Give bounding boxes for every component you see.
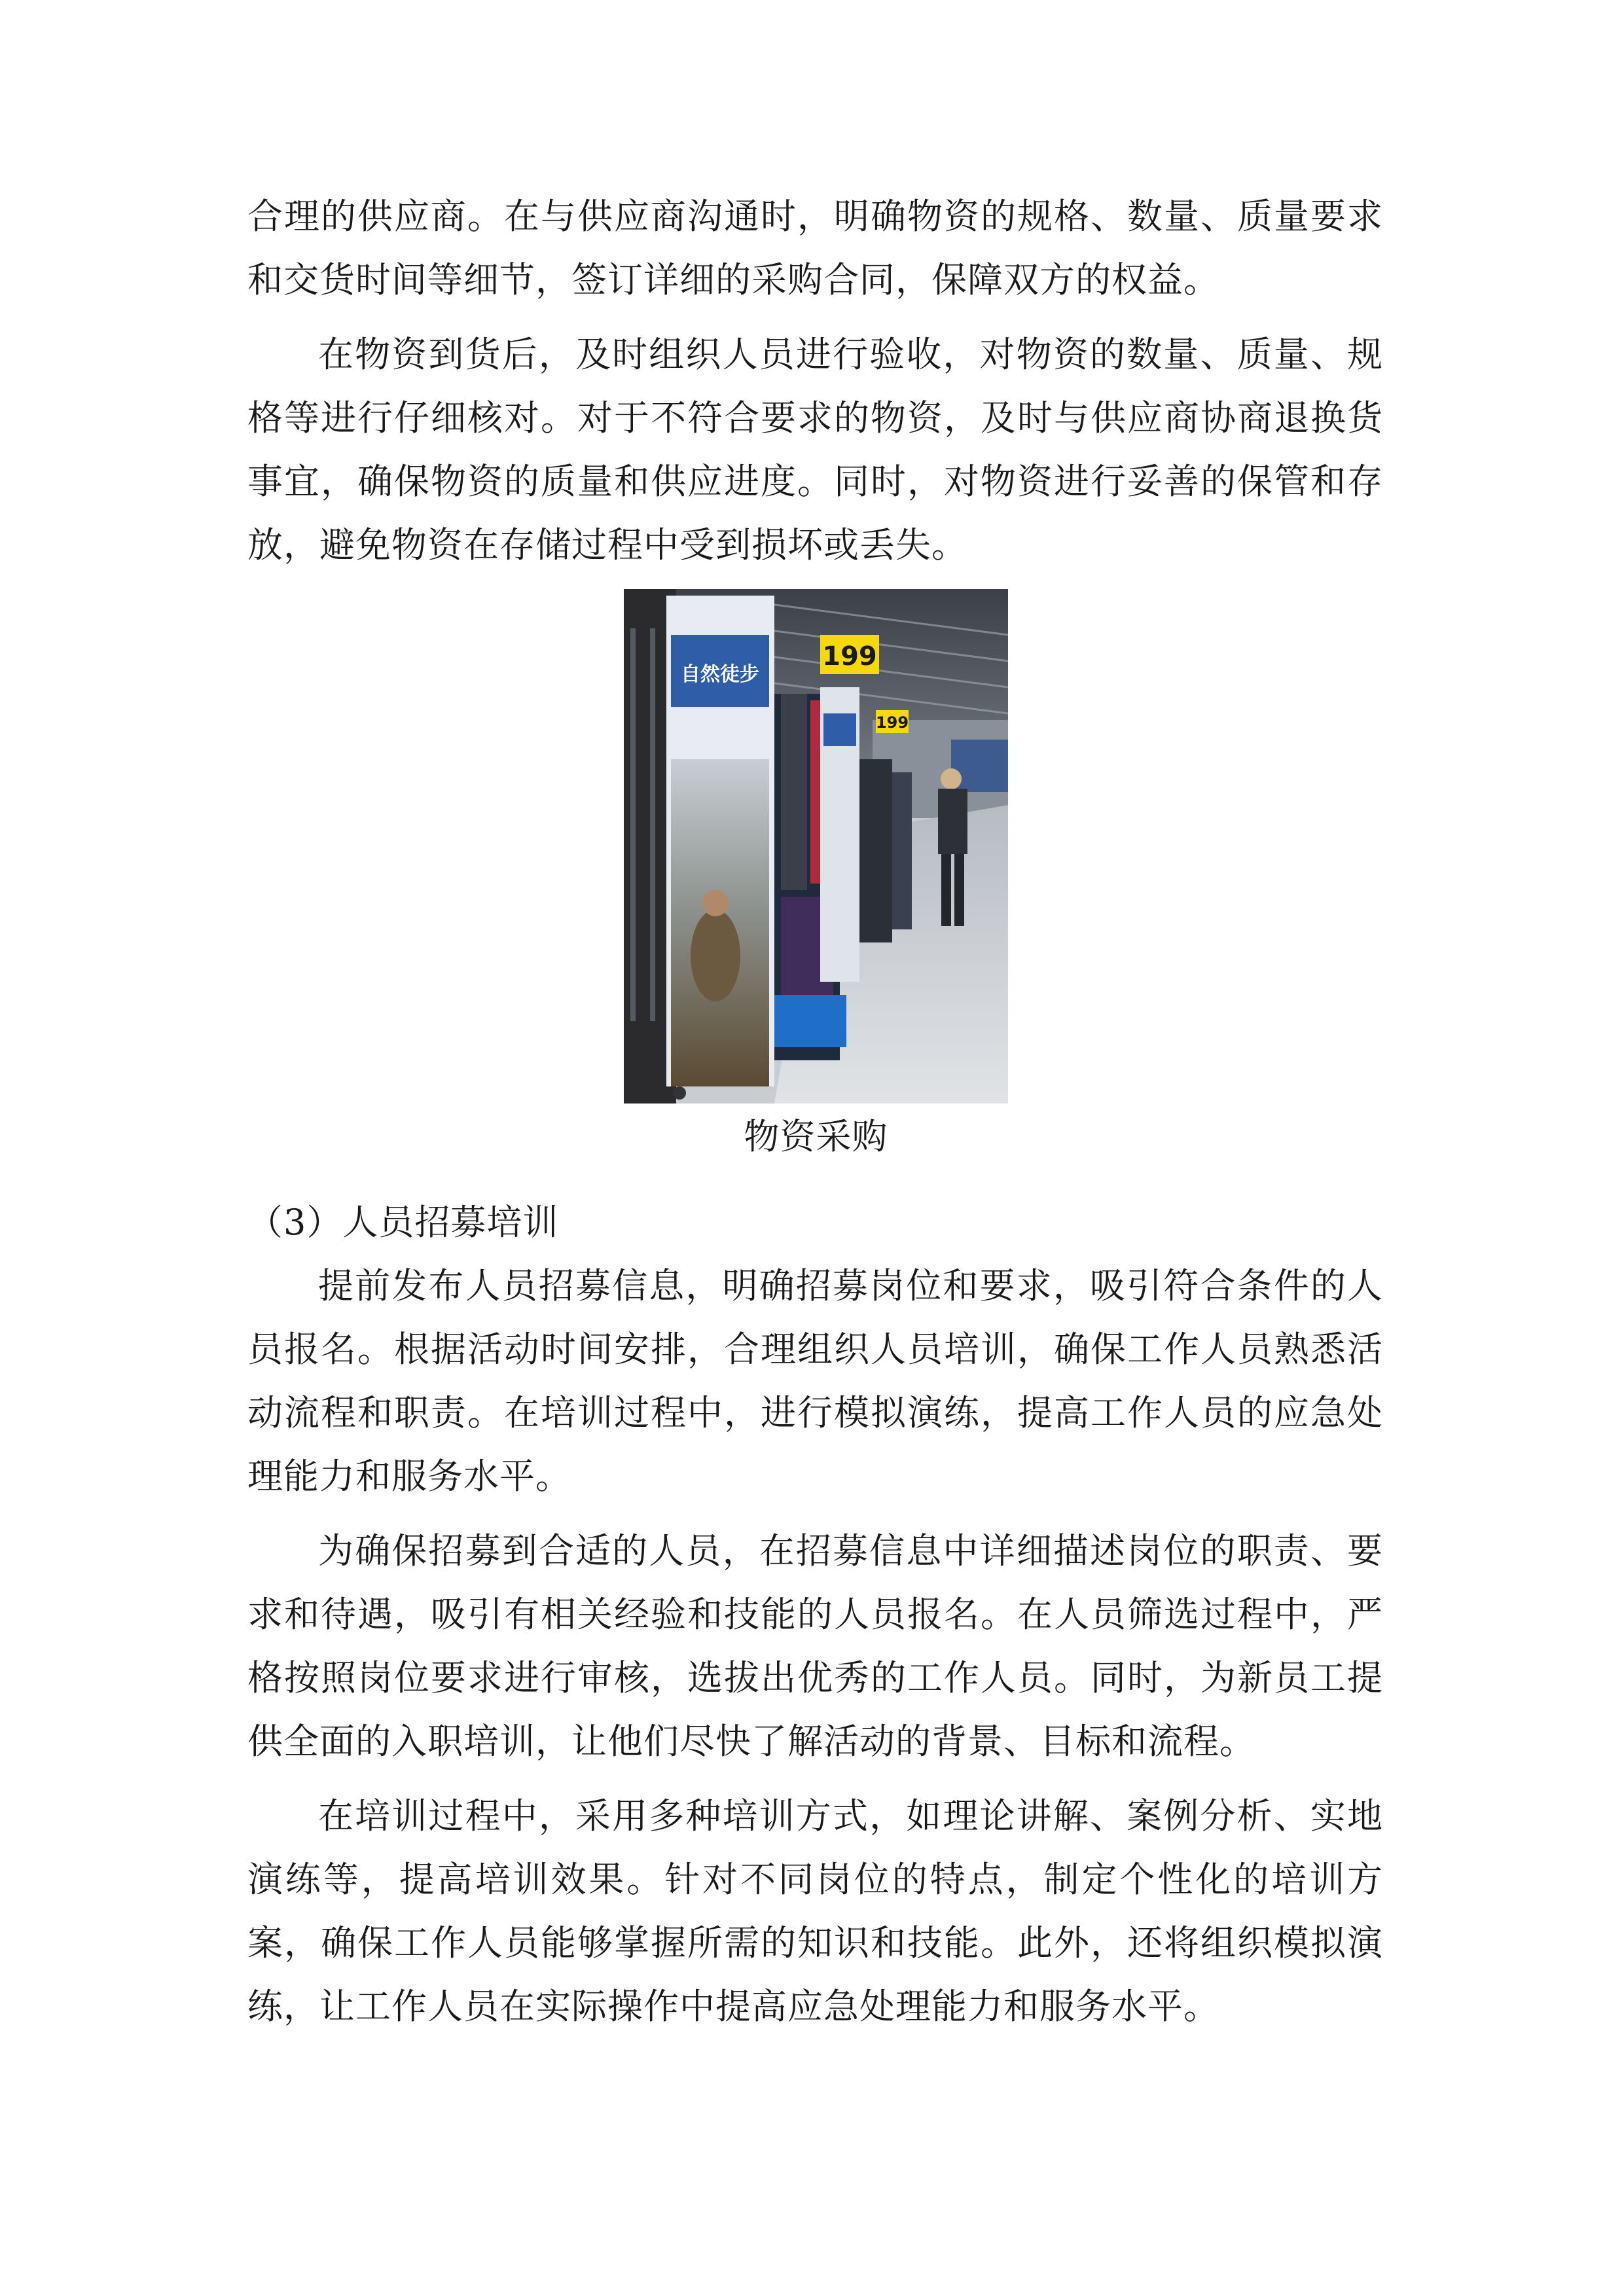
section-text-block [247,1191,1383,2038]
figure-caption: 物资采购 [744,1116,888,1157]
section-heading: （3）人员招募培训 [247,1202,559,1243]
banner-text: 自然徒步 [681,663,759,686]
paragraph-recruitment: 提前发布人员招募信息，明确招募岗位和要求，吸引符合条件的人员报名。根据活动时间安排，合理组织人员培训，确保工作人员熟悉活动流程和职责。在培训过程中，进行模拟演练，提高工作人员的应急处理能力和服务水平。 [247,1265,1383,1497]
top-text-block [247,185,1383,577]
price-tag-1: 199 [822,641,877,672]
price-tag-2: 199 [875,713,909,732]
store-aisle-photo [624,589,1008,1103]
paragraph-screening: 为确保招募到合适的人员，在招募信息中详细描述岗位的职责、要求和待遇，吸引有相关经验和技能的人员报名。在人员筛选过程中，严格按照岗位要求进行审核，选拔出优秀的工作人员。同时，为新员工提供全面的入职培训，让他们尽快了解活动的背景、目标和流程。 [247,1530,1383,1762]
paragraph-supplier-communication: 合理的供应商。在与供应商沟通时，明确物资的规格、数量、质量要求和交货时间等细节，签订详细的采购合同，保障双方的权益。 [247,196,1383,300]
paragraph-material-acceptance: 在物资到货后，及时组织人员进行验收，对物资的数量、质量、规格等进行仔细核对。对于不符合要求的物资，及时与供应商协商退换货事宜，确保物资的质量和供应进度。同时，对物资进行妥善的保管和存放，避免物资在存储过程中受到损坏或丢失。 [247,334,1383,565]
paragraph-training-methods: 在培训过程中，采用多种培训方式，如理论讲解、案例分析、实地演练等，提高培训效果。针对不同岗位的特点，制定个性化的培训方案，确保工作人员能够掌握所需的知识和技能。此外，还将组织模拟演练，让工作人员在实际操作中提高应急处理能力和服务水平。 [247,1795,1383,2027]
